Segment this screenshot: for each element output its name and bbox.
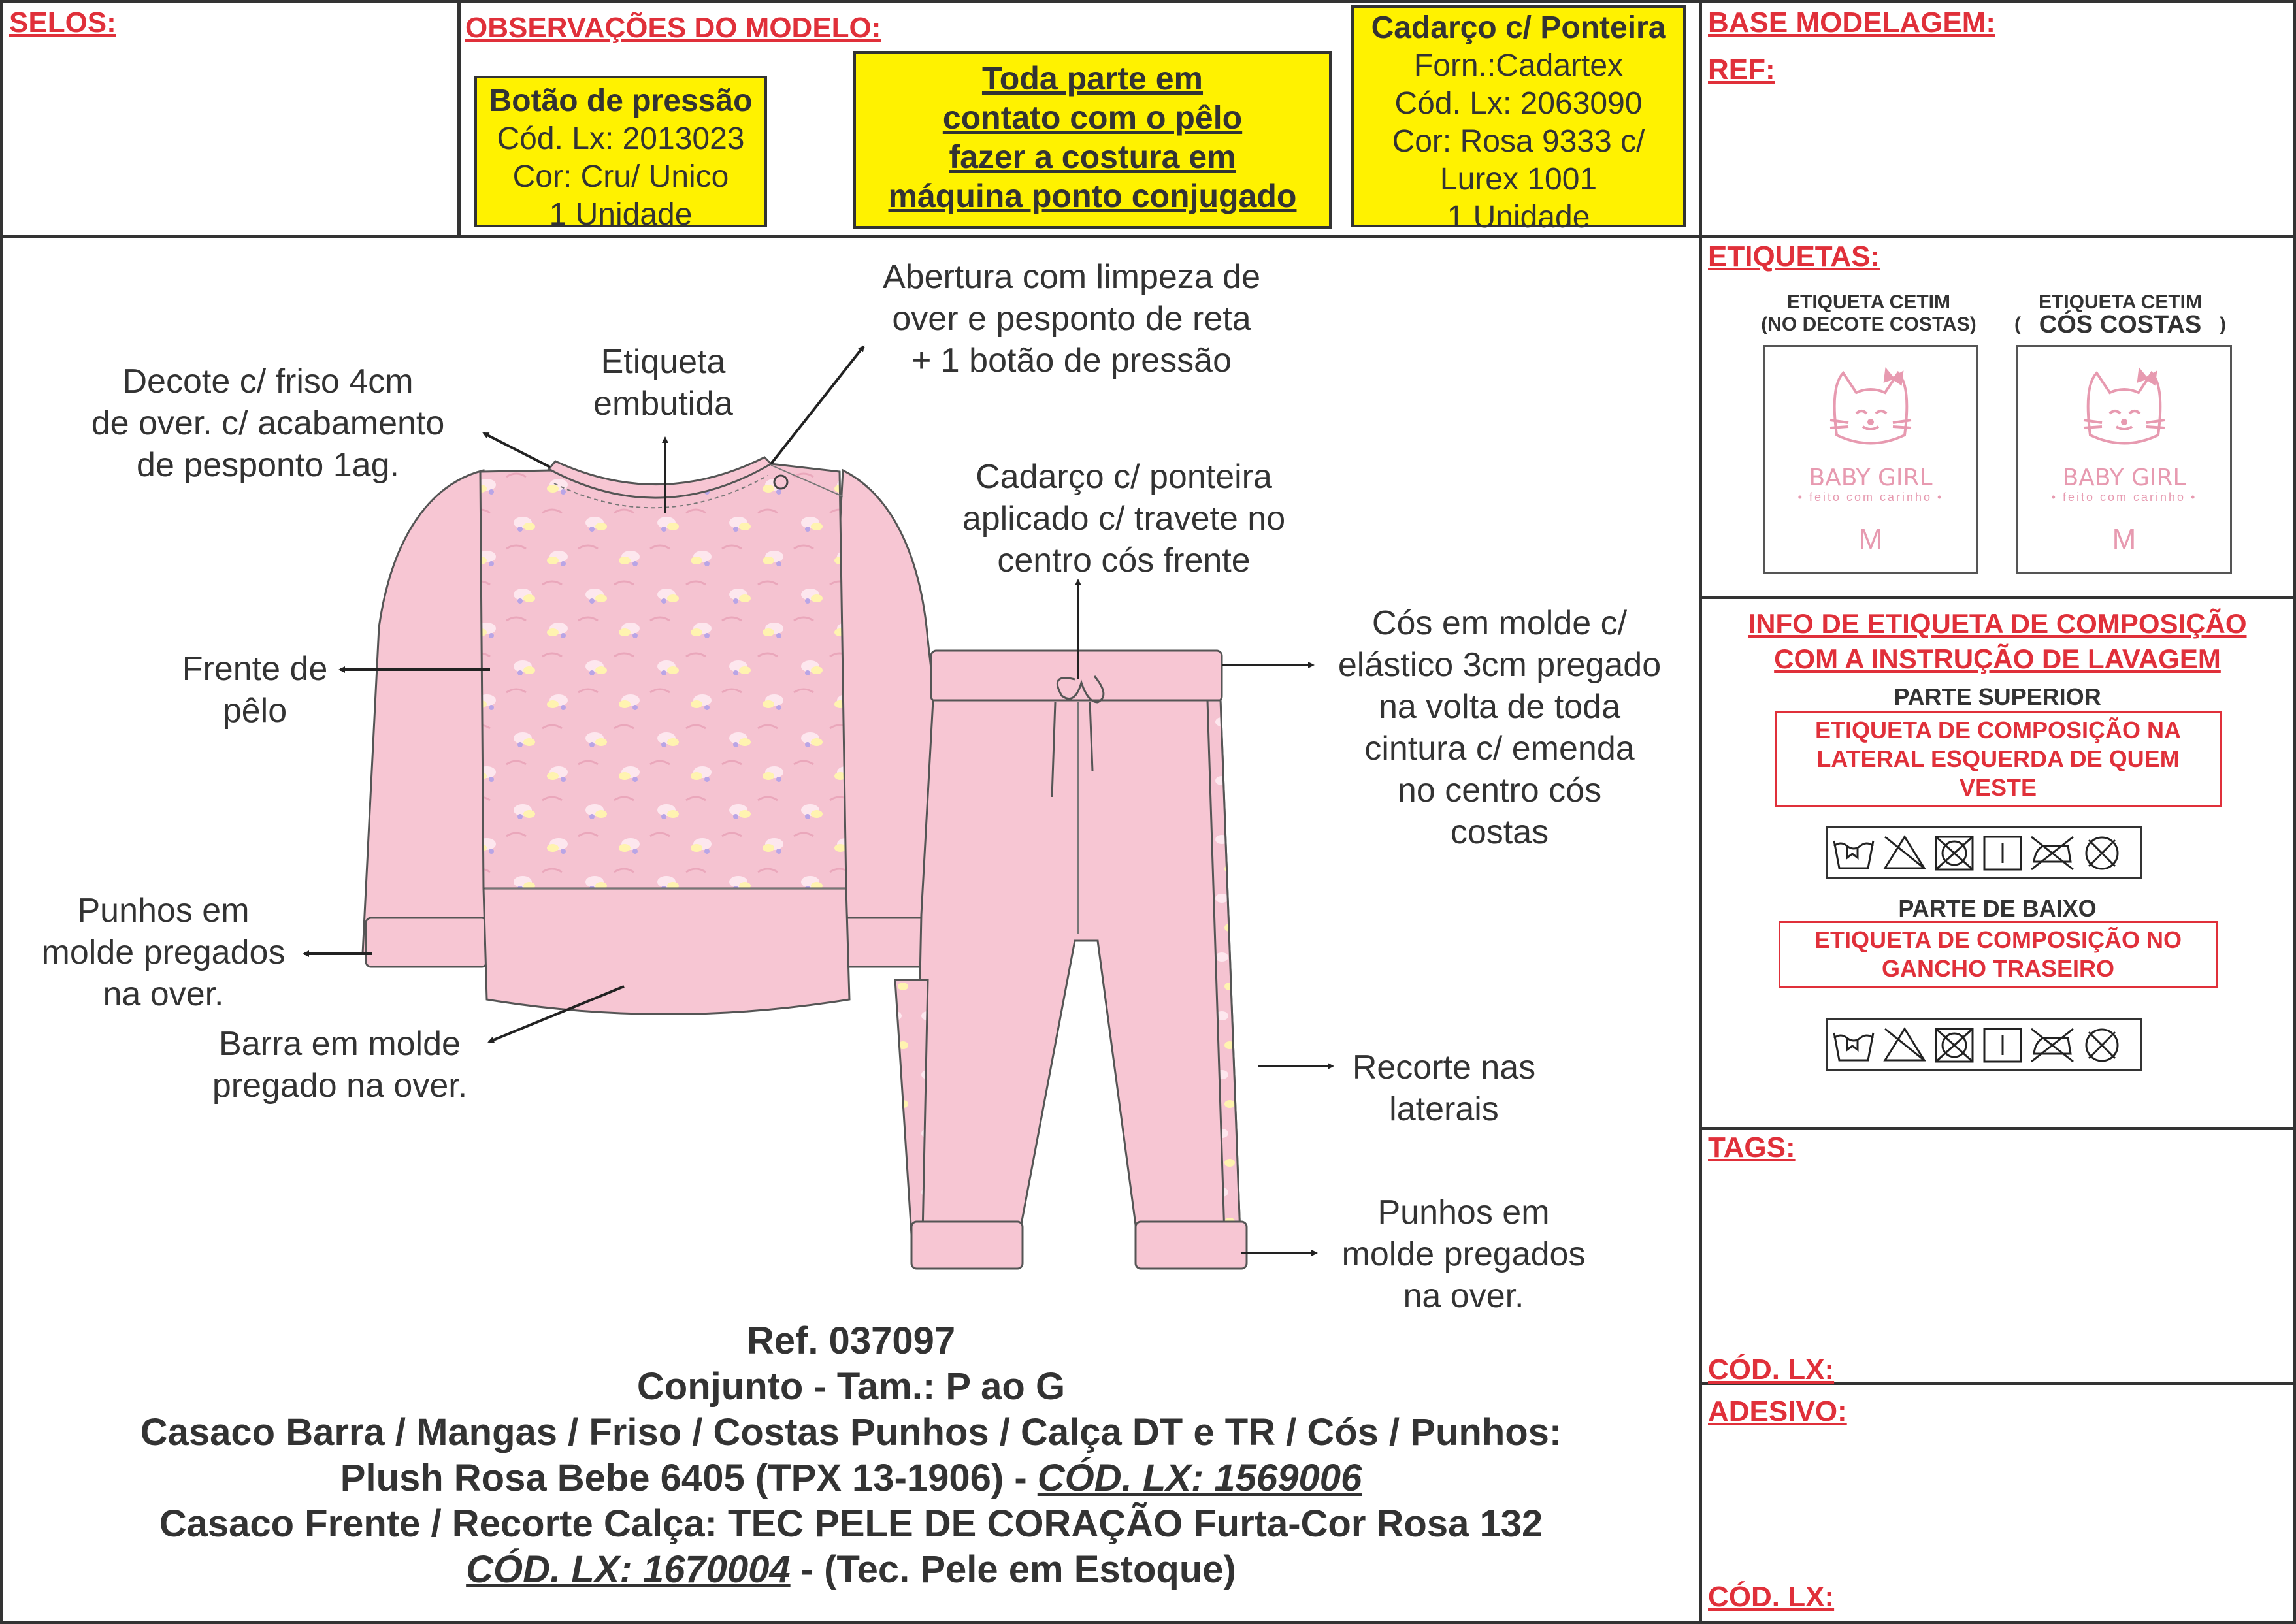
parte-superior-title: PARTE SUPERIOR (1894, 683, 2101, 710)
selos-title: SELOS: (9, 7, 116, 39)
wash-care-icons (1828, 828, 2140, 877)
note-cadarco-l1: Cadarço c/ ponteira (976, 458, 1272, 496)
botao-line-3: 1 Unidade (549, 197, 693, 232)
label2-title (2009, 291, 2231, 336)
parte-baixo-title: PARTE DE BAIXO (1898, 895, 2097, 922)
label-card-decote (1763, 345, 1978, 574)
brand-sub-2: • feito com carinho • (2051, 491, 2197, 504)
cadarco-line-5: 1 Unidade (1447, 200, 1590, 235)
note-decote-l1: Decote c/ friso 4cm (122, 363, 414, 400)
brand-text-1: BABY GIRL (1809, 464, 1933, 491)
note-cos-l5: no centro cós (1397, 771, 1602, 809)
baixo-comp-l1: ETIQUETA DE COMPOSIÇÃO NO (1814, 926, 2182, 953)
superior-comp-l2: LATERAL ESQUERDA DE QUEM (1816, 745, 2180, 772)
pants (895, 651, 1247, 1269)
label1-title (1758, 291, 1980, 336)
plush-line (0, 1455, 1702, 1501)
label2-cos-costas: CÓS COSTAS (2039, 311, 2202, 338)
casaco-barra-line: Casaco Barra / Mangas / Friso / Costas Punhos / Calça DT e TR / Cós / Punhos: (140, 1411, 1562, 1453)
casaco-frente-line: Casaco Frente / Recorte Calça: TEC PELE DE CORAÇÃO Furta-Cor Rosa 132 (159, 1502, 1543, 1545)
botao-line-1: Cód. Lx: 2013023 (497, 122, 745, 156)
base-modelagem-title: BASE MODELAGEM: (1708, 7, 1995, 39)
border-right (2293, 0, 2296, 1624)
sweater (363, 457, 964, 1015)
plush-code: CÓD. LX: 1569006 (1037, 1457, 1362, 1499)
cat-icon (2018, 347, 2230, 478)
cod-lx-tags: CÓD. LX: (1708, 1354, 1835, 1386)
costura-line-2: contato com o pêlo (942, 99, 1243, 136)
label1-title-l1: ETIQUETA CETIM (1787, 291, 1950, 313)
note-etiqueta-l1: Etiqueta (600, 343, 726, 381)
size-text-1: M (1858, 523, 1883, 555)
note-punhos1-l3: na over. (103, 975, 224, 1013)
sidebar-line-1 (1699, 235, 2296, 238)
label1-title-l2: (NO DECOTE COSTAS) (1761, 314, 1976, 335)
note-frente (150, 648, 359, 732)
note-cos-l3: na volta de toda (1378, 688, 1621, 726)
composicao-title-l1: INFO DE ETIQUETA DE COMPOSIÇÃO (1748, 608, 2247, 639)
tec-pele-code: CÓD. LX: 1670004 (466, 1548, 791, 1591)
note-recorte (1326, 1047, 1562, 1130)
sweater-body (480, 464, 846, 888)
cod-lx-adesivo: CÓD. LX: (1708, 1581, 1835, 1613)
tec-pele-text: - (Tec. Pele em Estoque) (790, 1548, 1236, 1591)
care-symbols-superior (1826, 826, 2142, 879)
composicao-title (1702, 606, 2293, 677)
baixo-comp-box (1779, 921, 2218, 988)
cat-icon (1765, 347, 1976, 478)
note-barra (176, 1023, 503, 1107)
note-abertura-l3: + 1 botão de pressão (911, 342, 1232, 380)
note-barra-l2: pregado na over. (212, 1067, 468, 1105)
cadarco-line-4: Lurex 1001 (1439, 162, 1598, 197)
costura-line-3: fazer a costura em (949, 138, 1236, 175)
note-decote-l3: de pesponto 1ag. (137, 446, 399, 484)
note-decote-l2: de over. c/ acabamento (91, 404, 445, 442)
note-frente-l1: Frente de (182, 650, 328, 688)
cadarco-line-2: Cód. Lx: 2063090 (1394, 86, 1643, 121)
superior-comp-l3: VESTE (1959, 774, 2037, 801)
baixo-comp-l2: GANCHO TRASEIRO (1881, 955, 2114, 982)
cadarco-line-1: Forn.:Cadartex (1413, 48, 1624, 83)
label2-title-l2 (2009, 311, 2231, 338)
wash-care-icons (1828, 1020, 2140, 1069)
brand-text-2: BABY GIRL (2062, 464, 2186, 491)
costura-line-1: Toda parte em (981, 60, 1204, 97)
note-cos (1317, 602, 1682, 853)
note-etiqueta-l2: embutida (593, 385, 733, 423)
note-punhos2-l1: Punhos em (1377, 1194, 1550, 1231)
sidebar-line-3 (1699, 1127, 2296, 1130)
note-cadarco-l3: centro cós frente (997, 542, 1251, 579)
cadarco-title: Cadarço c/ Ponteira (1371, 10, 1666, 45)
note-punhos-casaco (13, 890, 314, 1015)
superior-comp-l1: ETIQUETA DE COMPOSIÇÃO NA (1814, 717, 2182, 743)
sweater-hem (484, 888, 849, 1015)
tec-pele-line (0, 1547, 1702, 1593)
superior-comp-box (1775, 711, 2222, 807)
note-abertura-l2: over e pesponto de reta (892, 300, 1251, 338)
note-recorte-l2: laterais (1389, 1090, 1499, 1128)
botao-line-2: Cor: Cru/ Unico (512, 159, 729, 194)
tags-title: TAGS: (1708, 1131, 1796, 1163)
label2-paren-open: ( (2014, 314, 2021, 335)
etiquetas-title: ETIQUETAS: (1708, 240, 1880, 272)
note-punhos-calca (1313, 1192, 1614, 1317)
note-abertura-l1: Abertura com limpeza de (882, 258, 1261, 296)
brand-sub-1: • feito com carinho • (1797, 491, 1944, 504)
ref-line: Ref. 037097 (746, 1320, 956, 1362)
note-cadarco-l2: aplicado c/ travete no (962, 500, 1286, 538)
left-pant-cuff (911, 1222, 1023, 1269)
note-cos-l1: Cós em molde c/ (1371, 604, 1628, 642)
adesivo-title: ADESIVO: (1708, 1395, 1847, 1427)
note-cos-l6: costas (1450, 813, 1549, 851)
observacoes-title: OBSERVAÇÕES DO MODELO: (465, 12, 881, 44)
label2-paren-close: ) (2220, 314, 2226, 335)
note-punhos1-l1: Punhos em (77, 892, 250, 930)
plush-text: Plush Rosa Bebe 6405 (TPX 13-1906) - (340, 1457, 1038, 1499)
note-punhos2-l3: na over. (1403, 1277, 1524, 1315)
note-decote (59, 361, 477, 486)
sidebar-line-2 (1699, 596, 2296, 599)
note-etiqueta (542, 341, 784, 425)
note-punhos1-l2: molde pregados (41, 934, 286, 971)
ref-title: REF: (1708, 54, 1775, 86)
label2-title-l1: ETIQUETA CETIM (2039, 291, 2202, 313)
care-symbols-baixo (1826, 1018, 2142, 1071)
right-pant-cuff (1136, 1222, 1247, 1269)
costura-line-4: máquina ponto conjugado (888, 178, 1297, 214)
note-cos-l4: cintura c/ emenda (1364, 730, 1635, 768)
left-side-panel (895, 980, 928, 1235)
botao-title: Botão de pressão (489, 84, 753, 118)
snap-button (774, 476, 787, 489)
label-card-cos (2016, 345, 2232, 574)
note-cos-l2: elástico 3cm pregado (1337, 646, 1662, 684)
note-abertura (843, 256, 1300, 382)
cadarco-line-3: Cor: Rosa 9333 c/ (1392, 124, 1645, 159)
note-recorte-l1: Recorte nas (1352, 1048, 1536, 1086)
note-frente-l2: pêlo (222, 692, 287, 730)
size-text-2: M (2112, 523, 2137, 555)
note-barra-l1: Barra em molde (219, 1025, 461, 1063)
composicao-title-l2: COM A INSTRUÇÃO DE LAVAGEM (1774, 643, 2221, 674)
conjunto-line: Conjunto - Tam.: P ao G (636, 1365, 1066, 1408)
note-cadarco (915, 456, 1333, 581)
left-cuff (366, 918, 487, 967)
note-punhos2-l2: molde pregados (1341, 1235, 1586, 1273)
